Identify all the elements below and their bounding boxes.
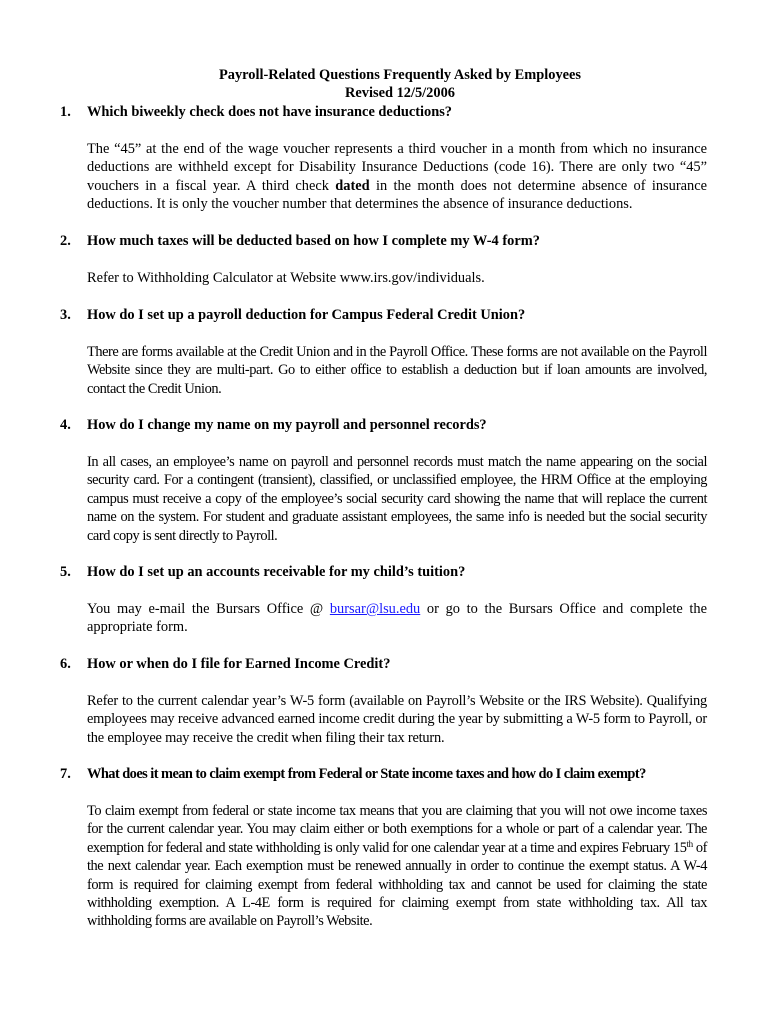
faq-answer <box>87 343 707 398</box>
faq-answer-text: in the month does not determine absence of insurance deductions. It is only the voucher number that determines the absence of insurance deductions. <box>87 177 707 213</box>
faq-question-text: Which biweekly check does not have insurance deductions? <box>87 104 452 120</box>
faq-answer-text: You may e-mail the Bursars Office @ <box>87 601 330 617</box>
faq-answer-text: Refer to Withholding Calculator at Website www.irs.gov/individuals. <box>87 270 485 286</box>
ordinal-suffix: th <box>686 838 693 849</box>
faq-question <box>60 416 707 434</box>
faq-number: 5. <box>60 564 71 580</box>
faq-answer-text: Refer to the current calendar year’s W-5 form (available on Payroll’s Website or the IRS Website). Qualifying employees may receive advanced earned income credit during the year by submitting a W-5 form to Payroll, or the employee may receive the credit when filing their tax return. <box>87 693 707 746</box>
faq-answer <box>87 140 707 214</box>
faq-question <box>60 655 707 673</box>
faq-number: 1. <box>60 104 71 120</box>
faq-question <box>60 232 707 250</box>
faq-question <box>60 765 707 783</box>
faq-answer-text: In all cases, an employee’s name on payroll and personnel records must match the name appearing on the social security card. For a contingent (transient), classified, or unclassified employee, the HRM Office at the employing campus must receive a copy of the employee’s social security card showing the name that will replace the current name on the system. For student and graduate assistant employees, the same info is needed but the social security card copy is sent directly to Payroll. <box>87 454 707 544</box>
faq-item-4 <box>60 416 707 545</box>
revision-date: Revised 12/5/2006 <box>345 85 455 101</box>
faq-question-text: What does it mean to claim exempt from Federal or State income taxes and how do I claim exempt? <box>87 766 646 782</box>
faq-answer-text: To claim exempt from federal or state income tax means that you are claiming that you will not owe income taxes for the current calendar year. You may claim either or both exemptions for a whole or part of a calendar year. The exemption for federal and state withholding is only valid for one calendar year at a time and expires February 15 <box>87 803 707 856</box>
faq-answer <box>87 453 707 545</box>
faq-answer-text: The “45” at the end of the wage voucher represents a third voucher in a month from which no insurance deductions are withheld except for Disability Insurance Deductions (code 16). There are only two “45” vouchers in a fiscal year. A third check <box>87 141 707 194</box>
document-header <box>0 66 770 102</box>
faq-question-text: How or when do I file for Earned Income Credit? <box>87 656 391 672</box>
faq-answer-text: of the next calendar year. Each exemption must be renewed annually in order to continue the exempt status. A W-4 form is required for claiming exempt from federal withholding tax and cannot be used for claiming the state withholding exemption. A L-4E form is required for claiming exempt from state withholding tax. All tax withholding forms are available on Payroll’s Website. <box>87 839 707 930</box>
faq-item-7 <box>60 765 707 931</box>
faq-question <box>60 563 707 581</box>
faq-answer <box>87 600 707 637</box>
bursar-email-link[interactable]: bursar@lsu.edu <box>329 601 421 617</box>
faq-item-6 <box>60 655 707 747</box>
faq-item-3 <box>60 306 707 398</box>
faq-answer-emphasis: dated <box>335 177 370 194</box>
faq-answer <box>87 802 707 931</box>
faq-number: 7. <box>60 766 71 782</box>
faq-item-5 <box>60 563 707 637</box>
faq-number: 4. <box>60 417 71 433</box>
faq-question-text: How do I set up an accounts receivable for my child’s tuition? <box>87 564 466 580</box>
faq-question <box>60 306 707 324</box>
faq-answer-text: or go to the Bursars Office and complete the appropriate form. <box>87 601 707 636</box>
faq-item-2 <box>60 232 707 287</box>
document-title: Payroll-Related Questions Frequently Asked by Employees <box>218 67 582 83</box>
faq-answer-text: There are forms available at the Credit Union and in the Payroll Office. These forms are not available on the Payroll Website since they are multi-part. Go to either office to establish a deduction but if loan amounts are involved, contact the Credit Union. <box>87 344 707 397</box>
faq-question-text: How do I set up a payroll deduction for Campus Federal Credit Union? <box>87 307 526 323</box>
faq-number: 2. <box>60 233 71 249</box>
faq-number: 6. <box>60 656 71 672</box>
faq-question <box>60 103 707 121</box>
faq-item-1 <box>60 103 707 214</box>
faq-answer <box>87 692 707 747</box>
faq-question-text: How much taxes will be deducted based on how I complete my W-4 form? <box>87 233 540 249</box>
faq-question-text: How do I change my name on my payroll and personnel records? <box>87 417 487 433</box>
faq-number: 3. <box>60 307 71 323</box>
faq-answer <box>87 269 707 287</box>
